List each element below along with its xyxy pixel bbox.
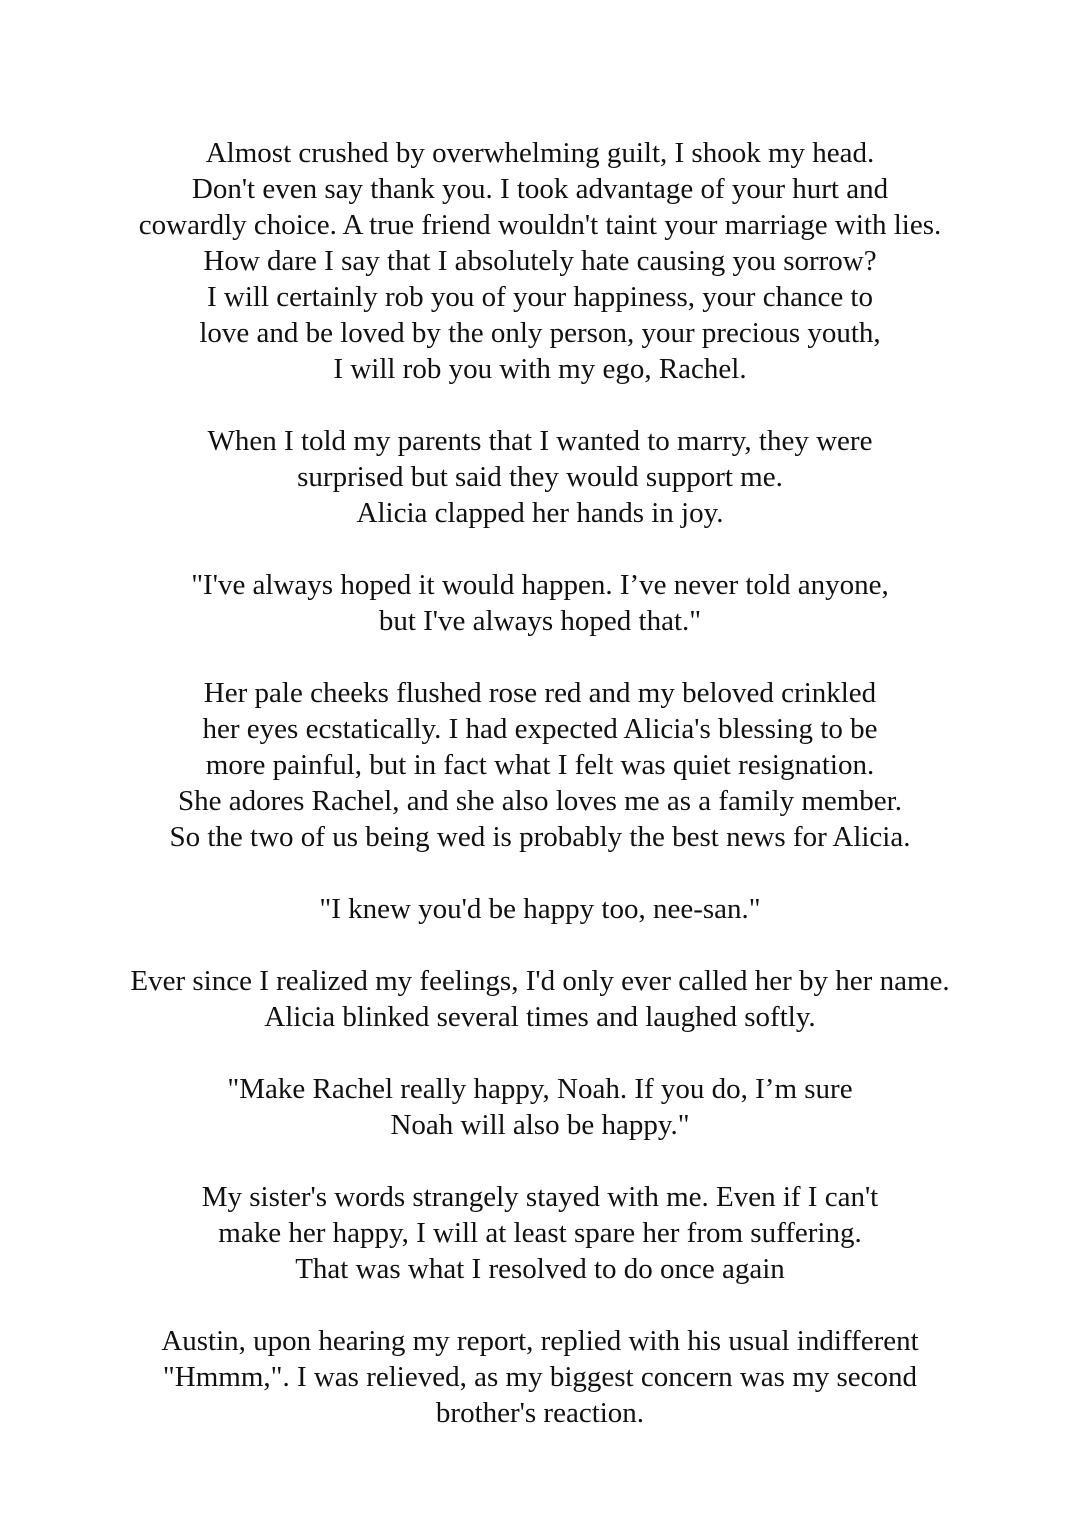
- paragraph: [0, 567, 1080, 639]
- text-line: Austin, upon hearing my report, replied with his usual indifferent: [161, 1325, 919, 1357]
- paragraph: [0, 1179, 1080, 1287]
- text-line: I will certainly rob you of your happiness, your chance to: [206, 281, 873, 313]
- text-line: love and be loved by the only person, your precious youth,: [199, 317, 881, 349]
- text-line: but I've always hoped that.": [378, 605, 702, 637]
- text-line: How dare I say that I absolutely hate causing you sorrow?: [203, 245, 877, 277]
- text-line: Noah will also be happy.": [390, 1109, 690, 1141]
- text-line: Don't even say thank you. I took advantage of your hurt and: [191, 173, 889, 205]
- text-line: So the two of us being wed is probably the best news for Alicia.: [169, 821, 911, 853]
- text-line: Alicia blinked several times and laughed softly.: [264, 1001, 816, 1033]
- paragraph: [0, 1323, 1080, 1431]
- text-line: surprised but said they would support me.: [297, 461, 783, 493]
- story-text: [0, 135, 1080, 1467]
- text-line: She adores Rachel, and she also loves me as a family member.: [178, 785, 902, 817]
- text-line: "I knew you'd be happy too, nee-san.": [319, 893, 761, 925]
- text-line: make her happy, I will at least spare her from suffering.: [218, 1217, 862, 1249]
- text-line: Alicia clapped her hands in joy.: [356, 497, 724, 529]
- text-line: I will rob you with my ego, Rachel.: [333, 353, 747, 385]
- text-line: "I've always hoped it would happen. I’ve never told anyone,: [191, 569, 889, 601]
- paragraph: [0, 675, 1080, 855]
- paragraph: [0, 963, 1080, 1035]
- text-line: cowardly choice. A true friend wouldn't taint your marriage with lies.: [138, 209, 942, 241]
- paragraph: [0, 135, 1080, 387]
- text-line: "Hmmm,". I was relieved, as my biggest concern was my second: [162, 1361, 918, 1393]
- text-line: Her pale cheeks flushed rose red and my beloved crinkled: [203, 677, 877, 709]
- text-line: My sister's words strangely stayed with me. Even if I can't: [201, 1181, 879, 1213]
- text-line: Ever since I realized my feelings, I'd only ever called her by her name.: [130, 965, 950, 997]
- paragraph: [0, 423, 1080, 531]
- text-line: "Make Rachel really happy, Noah. If you do, I’m sure: [227, 1073, 853, 1105]
- text-line: Almost crushed by overwhelming guilt, I shook my head.: [205, 137, 875, 169]
- text-line: more painful, but in fact what I felt was quiet resignation.: [205, 749, 875, 781]
- text-line: That was what I resolved to do once again: [295, 1253, 785, 1285]
- paragraph: [0, 891, 1080, 927]
- text-line: When I told my parents that I wanted to marry, they were: [207, 425, 873, 457]
- paragraph: [0, 1071, 1080, 1143]
- text-line: her eyes ecstatically. I had expected Alicia's blessing to be: [202, 713, 878, 745]
- text-line: brother's reaction.: [435, 1397, 645, 1429]
